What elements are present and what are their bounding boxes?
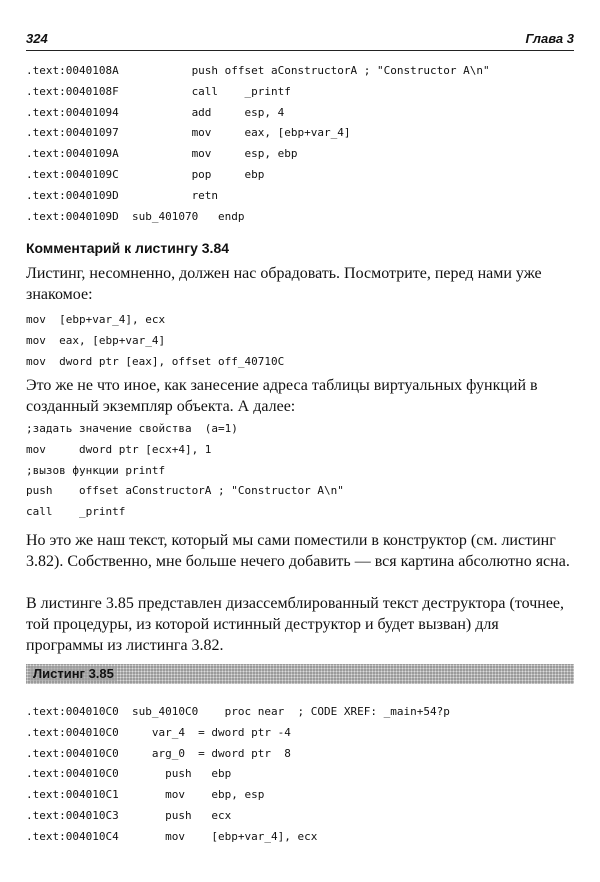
paragraph-2: Это же не что иное, как занесение адреса таблицы виртуальных функций в созданный экземпляр объекта. А далее:	[26, 377, 538, 415]
paragraph-3: Но это же наш текст, который мы сами поместили в конструктор (см. листинг 3.82). Собственно, мне больше нечего добавить — вся картина абсолютно ясна.	[26, 532, 570, 570]
code-line: ;вызов функции printf	[26, 463, 166, 477]
code-line: .text:0040109A mov esp, ebp	[26, 147, 298, 161]
code-line: mov dword ptr [eax], offset off_40710C	[26, 354, 285, 368]
listing-title-bar	[26, 664, 574, 684]
code-line: ;задать значение свойства (a=1)	[26, 422, 238, 435]
code-line: .text:004010C0 push ebp	[26, 767, 232, 781]
code-line: .text:004010C3 push ecx	[26, 808, 232, 822]
code-line: .text:0040109D sub_401070 endp	[26, 209, 245, 223]
code-line: .text:004010C0 arg_0 = dword ptr 8	[26, 746, 291, 760]
code-line: .text:004010C4 mov [ebp+var_4], ecx	[26, 829, 318, 843]
listing-title: Листинг 3.85	[30, 666, 117, 681]
paragraph-1: Листинг, несомненно, должен нас обрадовать. Посмотрите, перед нами уже знакомое:	[26, 265, 542, 303]
code-line: mov [ebp+var_4], ecx	[26, 313, 166, 326]
code-line: call _printf	[26, 505, 126, 519]
code-line: mov eax, [ebp+var_4]	[26, 333, 166, 347]
code-line: .text:004010C0 sub_4010C0 proc near ; CODE XREF: _main+54?p	[26, 705, 450, 718]
comment-heading: Комментарий к листингу 3.84	[26, 240, 230, 256]
code-line: mov dword ptr [ecx+4], 1	[26, 442, 212, 456]
code-line: .text:0040109D retn	[26, 188, 219, 202]
code-line: .text:00401097 mov eax, [ebp+var_4]	[26, 126, 351, 140]
page-number: 324	[26, 31, 48, 46]
code-line: .text:0040109C pop ebp	[26, 167, 265, 181]
code-block-bottom	[26, 702, 586, 848]
code-block-mid-2	[26, 419, 586, 523]
code-block-mid-1	[26, 310, 586, 372]
code-block-top	[26, 61, 586, 227]
running-header	[26, 28, 574, 51]
code-line: .text:0040108F call _printf	[26, 84, 291, 98]
paragraph-4: В листинге 3.85 представлен дизассемблированный текст деструктора (точнее, той процедуры, из которой истинный деструктор и будет вызван) для программы из листинга 3.82.	[26, 595, 565, 654]
code-line: .text:004010C1 mov ebp, esp	[26, 788, 265, 802]
code-line: .text:004010C0 var_4 = dword ptr -4	[26, 725, 291, 739]
chapter-title: Глава 3	[525, 31, 574, 46]
code-line: .text:0040108A push offset aConstructorA ; "Constructor A\n"	[26, 64, 490, 77]
code-line: .text:00401094 add esp, 4	[26, 105, 285, 119]
code-line: push offset aConstructorA ; "Constructor A\n"	[26, 484, 344, 498]
